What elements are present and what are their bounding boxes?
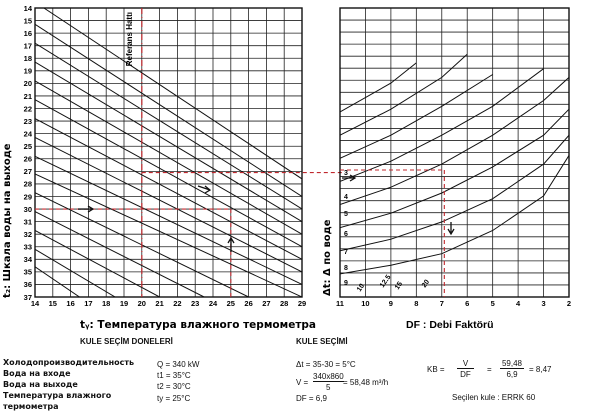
arrow-right-icon [78, 206, 93, 212]
y-tick-label: 21 [23, 91, 32, 101]
selection-df: DF = 6,9 [296, 394, 327, 403]
y-tick-label: 7 [344, 249, 348, 256]
reference-line-label: Referans Hattı [124, 12, 134, 67]
x-tick-label: 17 [84, 299, 93, 308]
y-tick-label: 22 [23, 104, 32, 114]
data-section-title: KULE SEÇİM DONELERİ [80, 337, 173, 346]
y-tick-label: 3 [344, 170, 348, 177]
series-line [35, 156, 302, 284]
series-line [35, 230, 160, 297]
kb-prefix: KB = [427, 365, 445, 374]
x-tick-label: 7 [439, 299, 444, 308]
y-tick-label: 35 [23, 267, 32, 277]
x-tick-label: 26 [244, 299, 253, 308]
data-label-water-out: Вода на выходе [3, 380, 78, 389]
kb-den2: 6,9 [506, 370, 518, 379]
selection-section-title: KULE SEÇİMİ [296, 337, 348, 346]
y-axis-title: Δt: Δ по воде [322, 219, 333, 296]
arrow-diagonal-icon [198, 186, 210, 193]
y-tick-label: 32 [23, 229, 32, 239]
kb-eq: = [487, 365, 492, 374]
selected-tower: Seçilen kule : ERRK 60 [452, 393, 536, 402]
y-tick-label: 31 [23, 217, 32, 227]
x-tick-label: 16 [66, 299, 75, 308]
x-tick-label: 9 [388, 299, 393, 308]
y-tick-label: 6 [344, 231, 348, 238]
curve-label: 10 [355, 282, 367, 294]
data-label-wet-bulb: Температура влажного [3, 391, 112, 400]
series-line [35, 119, 302, 260]
y-tick-label: 9 [344, 280, 348, 287]
y-tick-label: 24 [23, 129, 32, 139]
y-tick-label: 36 [23, 280, 32, 290]
kb-num1: V [457, 359, 474, 369]
series-line [35, 24, 302, 196]
y-axis-title: t₂: Шкала воды на выходе [2, 143, 13, 298]
selection-dt: Δt = 35-30 = 5°C [296, 360, 356, 369]
series-line [340, 109, 569, 227]
x-tick-label: 11 [336, 299, 344, 308]
x-tick-label: 22 [173, 299, 182, 308]
selection-v-result: = 58,48 m³/h [343, 378, 389, 387]
kb-den1: DF [460, 370, 471, 379]
y-tick-label: 5 [344, 211, 348, 218]
y-tick-label: 29 [23, 192, 32, 202]
left-chart [2, 4, 342, 330]
series-line [35, 62, 302, 222]
series-line [340, 54, 467, 135]
curve-label: 12.5 [378, 273, 393, 290]
data-value-capacity: Q = 340 kW [157, 360, 200, 369]
x-tick-label: 19 [119, 299, 129, 308]
y-tick-label: 34 [23, 255, 32, 265]
curve-label: 15 [393, 280, 405, 292]
data-label-capacity: Холодопроизводительность [3, 358, 135, 367]
y-tick-label: 4 [344, 194, 348, 201]
arrow-down-icon [448, 222, 454, 234]
kb-num2: 59,48 [501, 359, 523, 368]
selection-v-numerator: 340x860 [313, 372, 344, 381]
x-tick-label: 15 [48, 299, 57, 308]
x-tick-label: 20 [137, 299, 146, 308]
y-tick-label: 33 [23, 242, 32, 252]
y-tick-label: 17 [23, 41, 32, 51]
x-axis-title: tᵧ: Температура влажного термометра [80, 319, 317, 330]
y-tick-label: 25 [23, 142, 32, 152]
y-tick-label: 23 [23, 116, 32, 126]
y-tick-label: 19 [23, 66, 32, 76]
x-tick-label: 18 [102, 299, 111, 308]
series-line [35, 249, 115, 297]
y-tick-label: 37 [23, 292, 32, 302]
right-chart [322, 8, 571, 330]
y-tick-label: 15 [23, 16, 32, 26]
x-axis-title: DF : Debi Faktörü [406, 319, 494, 330]
x-tick-label: 10 [361, 299, 370, 308]
x-tick-label: 21 [155, 299, 164, 308]
x-tick-label: 24 [208, 299, 218, 308]
series-line [44, 8, 302, 179]
data-value-water-in: t1 = 35°C [157, 371, 191, 380]
x-tick-label: 27 [262, 299, 271, 308]
y-tick-label: 27 [23, 167, 32, 177]
data-label-wet-bulb-2: термометра [3, 402, 59, 411]
selection-v-prefix: V = [296, 378, 309, 387]
selection-v-denominator: 5 [326, 383, 331, 392]
x-tick-label: 8 [414, 299, 419, 308]
x-tick-label: 25 [226, 299, 235, 308]
x-tick-label: 23 [191, 299, 200, 308]
series-line [340, 155, 569, 274]
x-tick-label: 14 [30, 299, 40, 308]
x-tick-label: 29 [297, 299, 307, 308]
y-tick-label: 28 [23, 179, 32, 189]
x-tick-label: 3 [541, 299, 546, 308]
arrow-up-icon [228, 238, 234, 252]
series-line [35, 100, 302, 247]
y-tick-label: 20 [23, 79, 32, 89]
data-value-wet-bulb: ty = 25°C [157, 394, 191, 403]
y-tick-label: 26 [23, 154, 32, 164]
x-tick-label: 2 [566, 299, 572, 308]
curve-label: 20 [420, 278, 432, 290]
data-value-water-out: t2 = 30°C [157, 382, 191, 391]
y-tick-label: 18 [23, 54, 32, 64]
x-tick-label: 28 [280, 299, 289, 308]
x-tick-label: 5 [490, 299, 495, 308]
kb-result: = 8,47 [529, 365, 552, 374]
x-tick-label: 4 [516, 299, 521, 308]
x-tick-label: 6 [465, 299, 470, 308]
y-tick-label: 16 [23, 28, 32, 38]
y-tick-label: 14 [23, 3, 32, 13]
y-tick-label: 30 [23, 204, 32, 214]
data-label-water-in: Вода на входе [3, 369, 71, 378]
y-tick-label: 8 [344, 265, 348, 272]
